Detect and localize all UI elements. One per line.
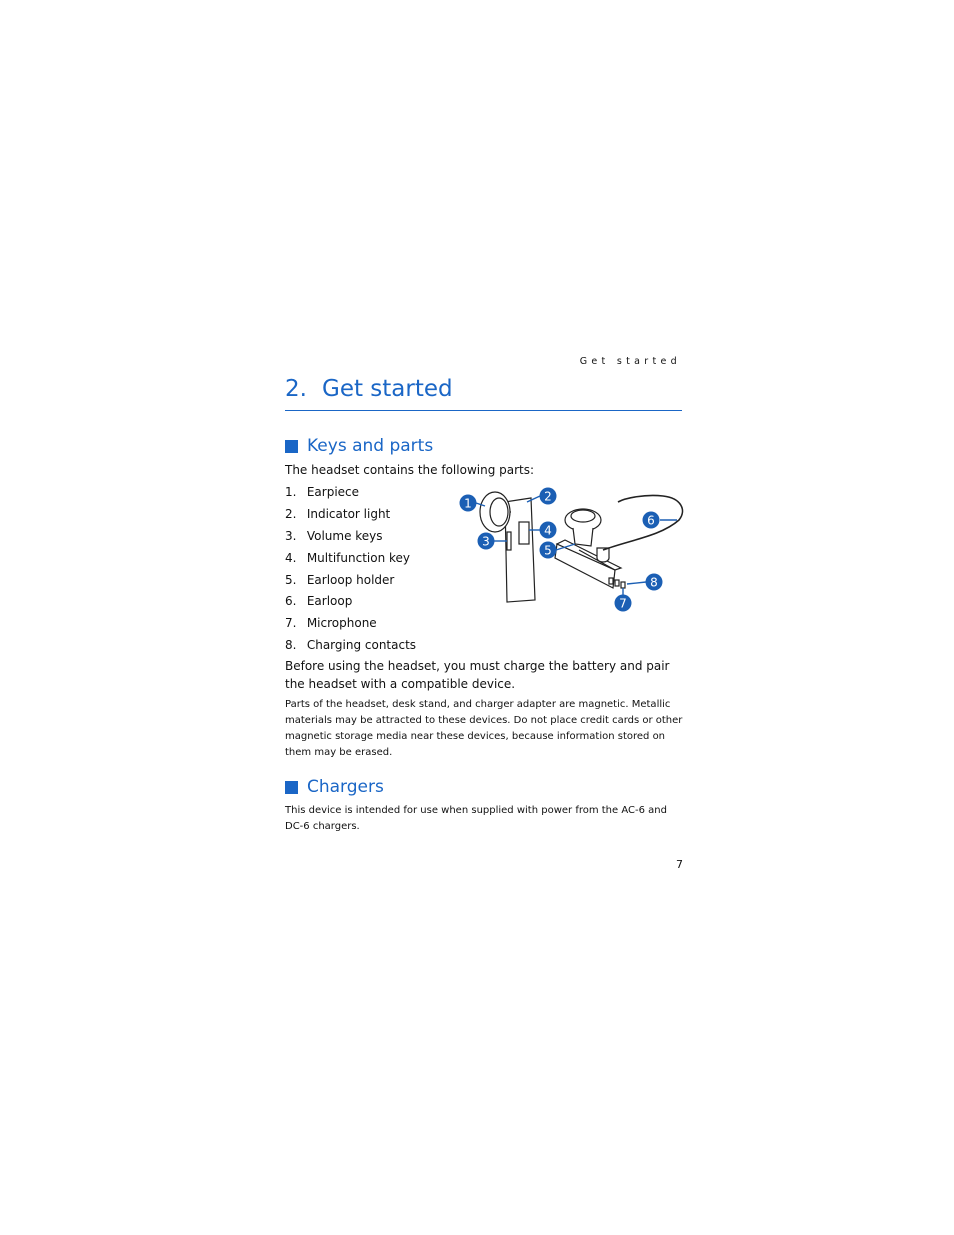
callout-5	[540, 542, 557, 559]
list-item	[285, 527, 416, 549]
callout-3	[478, 533, 495, 550]
list-item-label: Multifunction key	[306, 550, 410, 565]
list-item	[285, 549, 416, 571]
list-item-number: 4.	[285, 550, 297, 565]
list-item	[285, 614, 416, 636]
chapter-title-text: Get started	[322, 376, 453, 402]
list-item	[285, 636, 416, 658]
paragraph-magnetic-warning: Parts of the headset, desk stand, and charger adapter are magnetic. Metallic materials may be attracted to these devices. Do not place credit cards or other magnetic storage media near these devices, because information stored on them may be erased.	[285, 699, 683, 758]
headset-parts-figure	[455, 484, 690, 616]
list-item-number: 7.	[285, 616, 297, 631]
running-head: Get started	[579, 356, 681, 367]
chapter-number: 2.	[285, 376, 307, 402]
section-title-chargers	[285, 777, 384, 797]
chapter-rule	[285, 410, 682, 411]
parts-list	[285, 483, 416, 658]
callout-1-label: 1	[464, 496, 472, 511]
list-item	[285, 571, 416, 593]
callout-8-label: 8	[650, 575, 658, 590]
list-item	[285, 505, 416, 527]
earloop-shape	[603, 495, 682, 550]
callout-3-label: 3	[482, 534, 490, 549]
list-item-label: Earpiece	[306, 485, 360, 499]
list-item-number: 3.	[285, 528, 297, 543]
callout-2	[540, 488, 557, 505]
section-square-icon	[285, 781, 298, 794]
callout-4	[540, 522, 557, 539]
list-item-number: 6.	[285, 594, 297, 609]
list-item-label: Indicator light	[306, 506, 391, 521]
callout-1	[460, 495, 477, 512]
callout-4-label: 4	[544, 523, 552, 538]
section-title-text: Keys and parts	[307, 436, 434, 456]
list-item-number: 5.	[285, 572, 297, 587]
callout-5-label: 5	[544, 543, 552, 558]
list-item-label: Microphone	[306, 616, 377, 631]
section-title-text: Chargers	[307, 777, 384, 797]
list-item-number: 8.	[285, 638, 297, 653]
page-number: 7	[676, 858, 683, 871]
list-item-label: Earloop holder	[306, 572, 395, 587]
list-item-number: 1.	[285, 485, 297, 499]
chapter-title	[285, 376, 453, 402]
list-item-label: Earloop	[306, 594, 353, 609]
section-title-keys-and-parts	[285, 436, 433, 456]
paragraph-before-using: Before using the headset, you must charge the battery and pair the headset with a compatible device.	[285, 659, 670, 691]
list-item-label: Volume keys	[306, 528, 383, 543]
list-item	[285, 483, 416, 505]
list-item-label: Charging contacts	[306, 638, 417, 653]
intro-text: The headset contains the following parts:	[285, 463, 535, 477]
callout-7-label: 7	[619, 596, 627, 611]
callout-7	[615, 595, 632, 612]
section-square-icon	[285, 440, 298, 453]
list-item	[285, 592, 416, 614]
callout-6	[643, 512, 660, 529]
callout-8	[646, 574, 663, 591]
callout-6-label: 6	[647, 513, 655, 528]
callout-2-label: 2	[544, 489, 552, 504]
paragraph-chargers: This device is intended for use when supplied with power from the AC-6 and DC-6 chargers.	[285, 805, 667, 832]
list-item-number: 2.	[285, 506, 297, 521]
